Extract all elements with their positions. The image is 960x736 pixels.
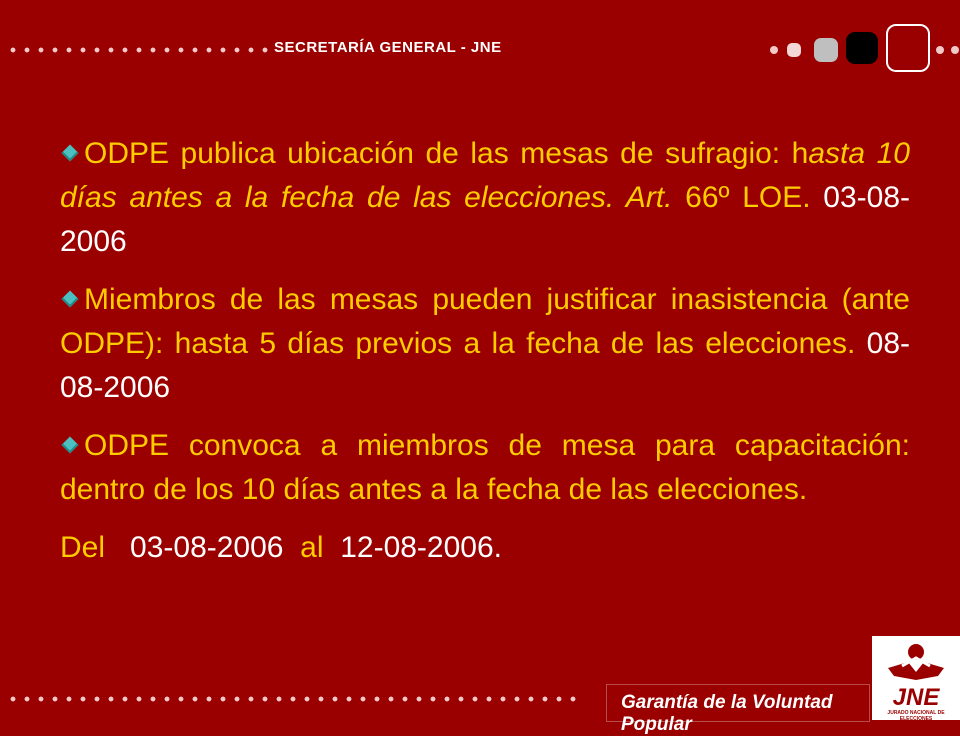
end-date: 12-08-2006. (340, 531, 502, 564)
footer-slogan: Garantía de la Voluntad Popular (621, 692, 833, 735)
bullet-text: 66º LOE. (672, 181, 824, 214)
closing-prefix: Del (60, 531, 106, 564)
ornament-square-black (846, 32, 878, 64)
diamond-bullet-icon (62, 291, 79, 308)
ornament-dot (770, 46, 778, 54)
logo-subtext: JURADO NACIONAL DE ELECCIONES (887, 710, 945, 722)
bullet-item (60, 278, 910, 410)
bullet-text: Miembros de las mesas pueden justificar inasistencia (ante ODPE): hasta 5 días previos a la fecha de las elecciones. (60, 283, 910, 360)
date-value: 03-08-2006 (60, 181, 910, 258)
bullet-item (60, 424, 910, 512)
jne-logo-icon (872, 636, 960, 720)
decorative-dots (6, 695, 584, 703)
bullet-text: ODPE convoca a miembros de mesa para capacitación: dentro de los 10 días antes a la fecha de las elecciones. (60, 429, 910, 506)
bullet-text-italic: asta 10 días antes a la fecha de las elecciones. Art. (60, 137, 910, 214)
bullet-item (60, 132, 910, 264)
date-value: 08-08-2006 (60, 327, 910, 404)
footer-slogan-box (606, 684, 870, 735)
closing-line (60, 526, 910, 570)
ornament-dot (936, 46, 944, 54)
logo-text: JNE (892, 684, 940, 711)
logo-emblem (882, 642, 950, 686)
slide-content (60, 132, 910, 570)
corner-ornaments (770, 34, 960, 94)
bullet-text: ODPE publica ubicación de las mesas de sufragio: h (84, 137, 809, 170)
diamond-bullet-icon (62, 145, 79, 162)
ornament-square-gray (814, 38, 838, 62)
ornament-square-outline (886, 24, 930, 72)
header-bar (0, 34, 960, 64)
diamond-bullet-icon (62, 437, 79, 454)
ornament-square-small (787, 43, 801, 57)
footer-bar (0, 680, 960, 735)
ornament-dot (951, 46, 959, 54)
closing-mid: al (300, 531, 324, 564)
decorative-dots (6, 46, 268, 54)
start-date: 03-08-2006 (130, 531, 284, 564)
header-title: SECRETARÍA GENERAL - JNE (274, 39, 502, 56)
